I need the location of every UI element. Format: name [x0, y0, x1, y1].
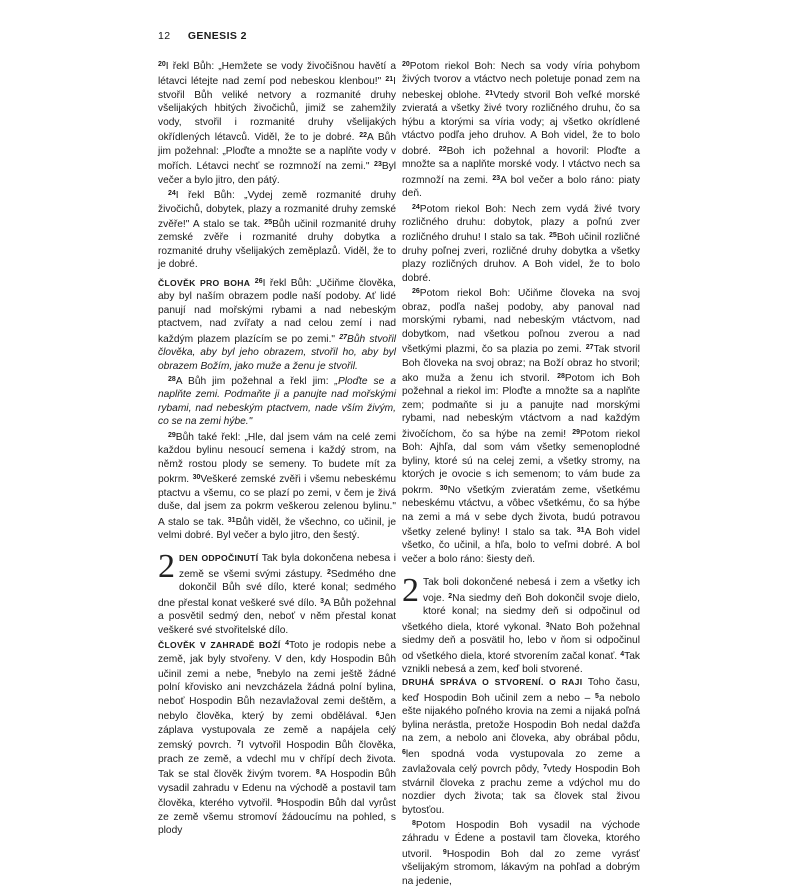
- verse-number: 24: [412, 203, 420, 211]
- verse-text: $^4$Toto je rodopis nebe a země, jak byly stvořeny. V den, kdy Hospodin Bůh učinil zemi a nebe, $^5$nebylo na zemi ještě žádné polní křovisko ani nevzcházela žádná polní bylina, neboť Hospodin Bůh nezavlažoval zemi deštěm, a nebylo člověka, který by zemi obdělával. $^6$Jen záplava vystupovala ze země a napájela celý zemský povrch. $^7$I vytvořil Hospodin Bůh člověka, prach ze země, a vdechl mu v chřípí dech života. Tak se stal člověk živým tvorem. $^8$A Hospodin Bůh vysadil zahradu v Edenu na východě a postavil tam člověka, kterého vytvořil. $^9$Hospodin Bůh dal vyrůst ze země všemu stromoví žádoucímu na pohled, s plody: [158, 640, 396, 837]
- verse-number: 6: [375, 711, 380, 719]
- verse-text: Tak byla dokončena nebesa i země se všemi svými zástupy. $^2$Sedmého dne dokončil Bůh své dílo, které konal; sedmého dne přestal konat veškeré své dílo. $^3$A Bůh požehnal a posvětil sedmý den, neboť v něm přestal konat veškeré své stvořitelské dílo.: [158, 553, 397, 636]
- verse-number: 27: [585, 344, 594, 352]
- section-heading: DRUHÁ SPRÁVA O STVORENÍ. O RAJI: [402, 677, 583, 688]
- verse-number: 28: [168, 375, 176, 383]
- section-paragraph: [158, 548, 397, 637]
- section-heading: ČLOVĚK V ZAHRADĚ BOŽÍ: [158, 640, 281, 651]
- verse-number: 4: [620, 650, 625, 658]
- verse-paragraph: $^{29}$Bůh také řekl: „Hle, dal jsem vám na celé zemi každou bylinu nesoucí semena i každý strom, na němž rostou plody se semeny. To budete mít za pokrm. $^{30}$Veškeré zemské zvěři i všemu nebeskému ptactvu a všemu, co se plazí po zemi, v čem je živá duše, dal jsem za pokrm veškerou zelenou bylinu." A stalo se tak. $^{31}$Bůh viděl, že všechno, co učinil, je velmi dobré. Byl večer a bylo jitro, den šestý.: [158, 431, 396, 541]
- czech-column: [158, 58, 396, 837]
- verse-paragraph: $^{24}$I řekl Bůh: „Vydej země rozmanité druhy živočichů, dobytek, plazy a rozmanité druhy zemské zvěře!" A stalo se tak. $^{25}$Bůh učinil rozmanité druhy zemské zvěře i rozmanité druhy dobytka a rozmanité druhy všelijakých zeměplazů. Viděl, že to je dobré.: [158, 190, 396, 271]
- verse-text-italic: $^{27}$Bůh stvořil člověka, aby byl jeho obrazem, stvořil ho, aby byl obrazem Božím, jako muže a ženu je stvořil.: [158, 333, 396, 372]
- verse-number: 26: [412, 288, 420, 296]
- verse-text-italic: „Ploďte se a naplňte zemi. Podmaňte ji a panujte nad mořskými rybami, nad nebeským ptactvem, nade vším živým, co se na zemi hýbe.": [158, 375, 396, 428]
- verse-number: 23: [492, 174, 501, 182]
- verse-paragraph: $^{20}$I řekl Bůh: „Hemžete se vody živočišnou havětí a létavci létejte nad zemí pod nebeskou klenbou!" $^{21}$I stvořil Bůh veliké netvory a rozmanité druhy všelijakých hbitých živočichů, jimiž se zahemžily vody, stvořil i rozmanité druhy všelijakých okřídlených létavců. Viděl, že to je dobré. $^{22}$A Bůh jim požehnal: „Ploďte a množte se a naplňte vody v mořích. Létavci nechť se rozmnoží na zemi." $^{23}$Byl večer a bylo jitro, den pátý.: [158, 61, 396, 186]
- book-chapter-title: GENESIS 2: [187, 30, 247, 42]
- section-paragraph: [158, 637, 396, 837]
- verse-number: 21: [485, 89, 494, 97]
- verse-number: 31: [576, 526, 585, 534]
- verse-number: 26: [254, 277, 263, 285]
- verse-number: 23: [374, 161, 382, 169]
- verse-paragraph: $^{20}$Potom riekol Boh: Nech sa vody víria pohybom živých tvorov a vtáctvo nech poletuje ponad zem na nebeskej oblohe. $^{21}$Vtedy stvoril Boh veľké morské zvieratá a všetky živé tvory rozličného druhu, čo sa hýbu a ktorými sa víria vody; aj všetko okrídlené vtáctvo podľa jeho druhov. A Boh videl, že to bolo dobré. $^{22}$Boh ich požehnal a hovoril: Ploďte a množte sa a naplňte morské vody. I vtáctvo nech sa rozmnoží na zemi. $^{23}$A bol večer a bolo ráno: piaty deň.: [402, 61, 641, 200]
- verse-text: $^{26}$I řekl Bůh: „Učiňme člověka, aby byl naším obrazem podle naší podoby. Ať lidé panují nad mořskými rybami a nad nebeským ptactvem, nad zvířaty a nad celou zemí i nad každým plazem plazícím se po zemi.": [158, 277, 396, 345]
- verse-number: 30: [192, 474, 201, 482]
- chapter-block: [402, 572, 640, 888]
- verse-paragraph: $^{24}$Potom riekol Boh: Nech zem vydá živé tvory rozličného druhu: dobytok, plazy a poľnú zver rozličného druhu! I stalo sa tak. $^{25}$Boh učinil rozličné druhy poľnej zveri, rozličné druhy dobytka a všetky plazy rozličných druhov. A Boh videl, že to bolo dobré.: [402, 203, 640, 284]
- verse-number: 9: [277, 798, 281, 806]
- verse-number: 2: [448, 592, 453, 600]
- verse-number: 7: [543, 764, 547, 772]
- verse-number: 4: [285, 640, 290, 648]
- verse-number: 2: [326, 568, 331, 576]
- chapter-number: 2: [158, 548, 175, 586]
- verse-number: 25: [264, 218, 273, 226]
- verse-paragraph: $^8$Potom Hospodin Boh vysadil na východe záhradu v Édene a postavil tam človeka, ktorého utvoril. $^9$Hospodin Boh dal zo zeme vyrásť všelijakým stromom, lákavým na pohľad a dobrým na jedenie,: [402, 820, 640, 887]
- verse-number: 30: [439, 484, 448, 492]
- verse-number: 3: [545, 621, 550, 629]
- verse-number: 7: [236, 740, 241, 748]
- verse-paragraph: [158, 373, 396, 429]
- running-head: [158, 30, 247, 42]
- verse-number: 3: [320, 597, 325, 605]
- verse-number: 29: [168, 431, 176, 439]
- slovak-column: [402, 58, 640, 888]
- verse-number: 20: [158, 61, 166, 68]
- verse-text: Toho času, keď Hospodin Boh učinil zem a nebo – $^5$a nebolo ešte nijakého poľného krovia na zemi a nijaká poľná bylina nerástla, pretože Hospodin Boh nedal dažďa na zem, a nebolo ani človeka, aby obrábal pôdu, $^6$len spodná voda vystupovala zo zeme a zavlažovala celý povrch pôdy, $^7$vtedy Hospodin Boh stvárnil človeka z prachu zeme a vdýchol mu do nozdier dych života; tak sa človek stal živou bytosťou.: [402, 677, 640, 816]
- section-heading: DEN ODPOČINUTÍ: [179, 553, 259, 564]
- chapter-block: [158, 548, 397, 837]
- verse-number: 20: [402, 61, 410, 68]
- verse-number: 31: [227, 516, 236, 524]
- verse-number: 22: [359, 132, 367, 140]
- verse-paragraph: $^{26}$Potom riekol Boh: Učiňme človeka na svoj obraz, podľa našej podoby, aby panoval nad morskými rybami, nad nebeským vtáctvom, nad dobytkom, nad všetkou poľnou zverou a nad všetkými plazmi, čo sa plazia po zemi. $^{27}$Tak stvoril Boh človeka na svoj obraz; na Boží obraz ho stvoril; ako muža a ženu ich stvoril. $^{28}$Potom ich Boh požehnal a riekol im: Ploďte a množte sa a naplňte zem; podmaňte si ju a panujte nad morskými rybami, nad nebeským vtáctvom a nad každým živočíchom, čo sa hýbe na zemi! $^{29}$Potom riekol Boh: Ajhľa, dal som vám všetky semenoplodné byliny, ktoré sú na celej zemi, a všetky stromy, na ktorých je ovocie s ich semenom; to vám bude za pokrm. $^{30}$No všetkým zvieratám zeme, všetkému nebeskému vtáctvu, a vôbec všetkému, čo sa hýbe na zemi a má v sebe dych života, budú potravou všetky zelené byliny! I stalo sa tak. $^{31}$A Boh videl všetko, čo učinil, a hľa, bolo to veľmi dobré. A bol večer a bolo ráno: šiesty deň.: [402, 288, 640, 565]
- verse-number: 5: [256, 669, 261, 677]
- section-paragraph: [402, 676, 640, 817]
- verse-number: 6: [402, 748, 406, 756]
- verse-number: 5: [595, 692, 599, 700]
- verse-number: 9: [442, 848, 447, 856]
- page-number: 12: [158, 30, 171, 42]
- verse-number: 8: [412, 820, 416, 828]
- verse-number: 27: [339, 333, 348, 341]
- chapter-number: 2: [402, 572, 419, 610]
- section-heading: ČLOVĚK PRO BOHA: [158, 277, 251, 288]
- verse-number: 25: [549, 232, 557, 240]
- verse-number: 8: [315, 769, 320, 777]
- verse-number: 22: [438, 145, 447, 153]
- section-paragraph: [158, 275, 396, 373]
- verse-number: 28: [557, 372, 565, 380]
- verse-number: 21: [385, 76, 394, 84]
- verse-number: 24: [168, 190, 176, 198]
- verse-number: 29: [572, 428, 581, 436]
- verse-paragraph: Tak boli dokončené nebesá i zem a všetky ich voje. $^2$Na siedmy deň Boh dokončil svoje dielo, ktoré konal; na siedmy deň si odpočinul od všetkého diela, ktoré vykonal. $^3$Nato Boh požehnal siedmy deň a posvätil ho, lebo v ňom si odpočinul od všetkého diela, ktoré stvorením začal konať. $^4$Tak vznikli nebesá a zem, keď boli stvorené.: [402, 577, 640, 676]
- verse-text: $^{28}$A Bůh jim požehnal a řekl jim:: [168, 375, 335, 387]
